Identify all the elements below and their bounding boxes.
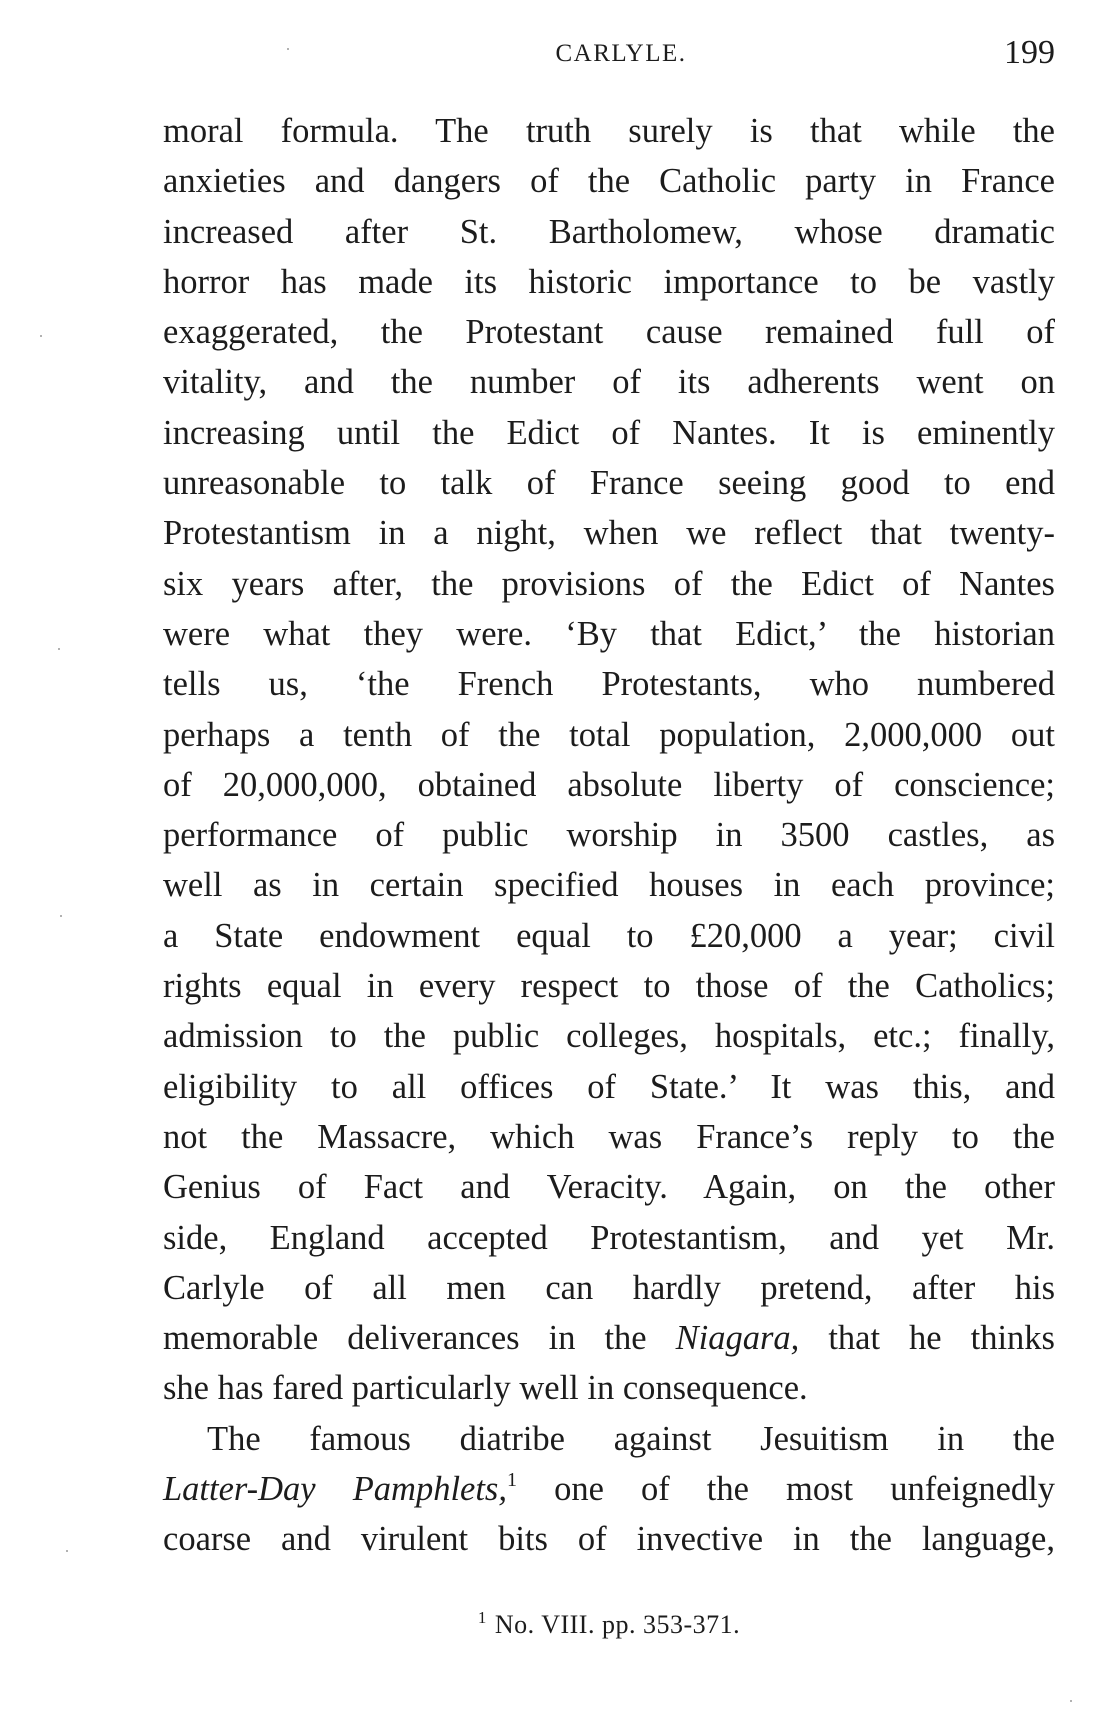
paragraph-end-line: she has fared particularly well in consequence. (163, 1369, 808, 1408)
body-text (163, 106, 1055, 1565)
niagara-before: memorable deliverances in the (163, 1319, 676, 1358)
paper-speck (1070, 1700, 1072, 1702)
text-line: tells us, ‘the French Protestants, who numbered (163, 665, 1055, 704)
text-line: a State endowment equal to £20,000 a year; civil (163, 916, 1055, 955)
text-line: Carlyle of all men can hardly pretend, after his (163, 1268, 1055, 1307)
text-line: eligibility to all offices of State.’ It was this, and (163, 1067, 1055, 1106)
paper-speck (58, 648, 60, 650)
footnote-mark: 1 (477, 1608, 487, 1627)
text-line: rights equal in every respect to those of the Catholics; (163, 967, 1055, 1006)
text-line: Protestantism in a night, when we reflect that twenty- (163, 514, 1055, 553)
text-line: side, England accepted Protestantism, and yet Mr. (163, 1218, 1055, 1257)
text-line: not the Massacre, which was France’s reply to the (163, 1117, 1055, 1156)
running-title: CARLYLE. (555, 40, 687, 67)
text-line: vitality, and the number of its adherents went on (163, 363, 1055, 402)
text-line: increasing until the Edict of Nantes. It is eminently (163, 413, 1055, 452)
text-line: coarse and virulent bits of invective in the language, (163, 1520, 1055, 1559)
text-line: exaggerated, the Protestant cause remained full of (163, 313, 1055, 352)
page-number: 199 (1004, 34, 1055, 71)
niagara-after: that he thinks (799, 1319, 1055, 1358)
text-line: performance of public worship in 3500 castles, as (163, 816, 1055, 855)
text-line: admission to the public colleges, hospitals, etc.; finally, (163, 1017, 1055, 1056)
footnote-text: No. VIII. pp. 353-371. (494, 1610, 741, 1639)
text-line: six years after, the provisions of the Edict of Nantes (163, 564, 1055, 603)
text-line: horror has made its historic importance to be vastly (163, 262, 1055, 301)
text-line: Genius of Fact and Veracity. Again, on the other (163, 1168, 1055, 1207)
pamphlets-after: one of the most unfeignedly (516, 1470, 1055, 1509)
text-line: increased after St. Bartholomew, whose dramatic (163, 212, 1055, 251)
paragraph-start-line: The famous diatribe against Jesuitism in the (207, 1419, 1055, 1458)
text-line: perhaps a tenth of the total population, 2,000,000 out (163, 715, 1055, 754)
text-line: of 20,000,000, obtained absolute liberty of conscience; (163, 765, 1055, 804)
text-line-pamphlets (163, 1464, 1055, 1514)
footnote (163, 1608, 1055, 1640)
text-line: moral formula. The truth surely is that while the (163, 112, 1055, 150)
paper-speck (287, 48, 289, 50)
text-line: anxieties and dangers of the Catholic party in France (163, 162, 1055, 201)
paper-speck (66, 1550, 68, 1552)
paper-speck (40, 335, 42, 337)
text-line: well as in certain specified houses in each province; (163, 866, 1055, 905)
niagara-title: Niagara, (675, 1319, 800, 1358)
paper-speck (60, 915, 62, 917)
running-head (163, 34, 1055, 80)
pamphlets-title: Latter-Day Pamphlets, (163, 1470, 507, 1509)
text-line-niagara (163, 1313, 1055, 1363)
text-line: unreasonable to talk of France seeing good to end (163, 464, 1055, 503)
footnote-reference: 1 (506, 1469, 517, 1492)
text-line: were what they were. ‘By that Edict,’ the historian (163, 614, 1055, 653)
